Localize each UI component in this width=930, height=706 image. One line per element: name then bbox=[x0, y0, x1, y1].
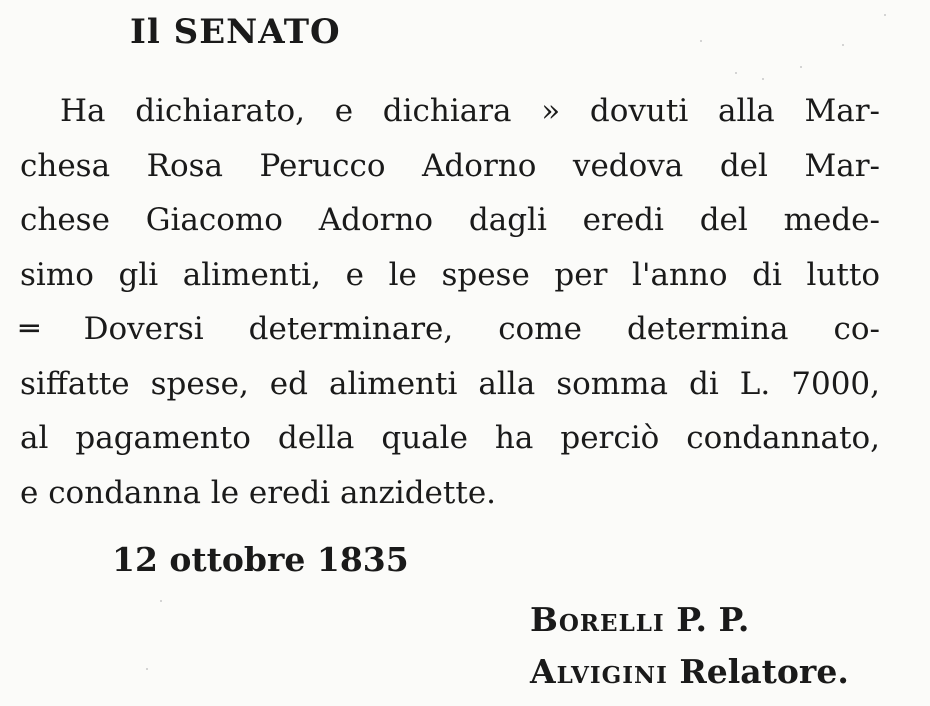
text-line: ═ Doversi determinare, come determina co- bbox=[20, 311, 880, 347]
scan-speck bbox=[146, 668, 148, 670]
signature-line bbox=[530, 600, 749, 639]
text-line: al pagamento della quale ha perciò condannato, bbox=[20, 420, 880, 456]
text-line: siffatte spese, ed alimenti alla somma di L. 7000, bbox=[20, 365, 880, 402]
scan-speck bbox=[735, 72, 737, 74]
document-heading: Il SENATO bbox=[130, 12, 341, 52]
decree-text bbox=[20, 84, 880, 520]
scan-speck bbox=[800, 66, 802, 68]
scan-speck bbox=[884, 14, 886, 16]
text-line: Ha dichiarato, e dichiara » dovuti alla Mar- bbox=[60, 93, 880, 129]
signatory-name: Alvigini bbox=[530, 652, 668, 691]
scan-speck bbox=[762, 78, 764, 80]
text-line: chese Giacomo Adorno dagli eredi del mede- bbox=[20, 202, 880, 238]
text-line: simo gli alimenti, e le spese per l'anno di lutto bbox=[20, 256, 880, 293]
text-line: e condanna le eredi anzidette. bbox=[20, 474, 497, 511]
signatory-title: P. P. bbox=[676, 600, 750, 639]
scan-speck bbox=[700, 40, 702, 42]
signatory-name: Borelli bbox=[530, 600, 665, 639]
text-line: chesa Rosa Perucco Adorno vedova del Mar- bbox=[20, 147, 880, 184]
decree-date: 12 ottobre 1835 bbox=[112, 540, 409, 579]
scan-speck bbox=[160, 600, 162, 602]
scan-speck bbox=[842, 44, 844, 46]
signature-line bbox=[530, 652, 849, 691]
signatory-title: Relatore. bbox=[679, 652, 849, 691]
